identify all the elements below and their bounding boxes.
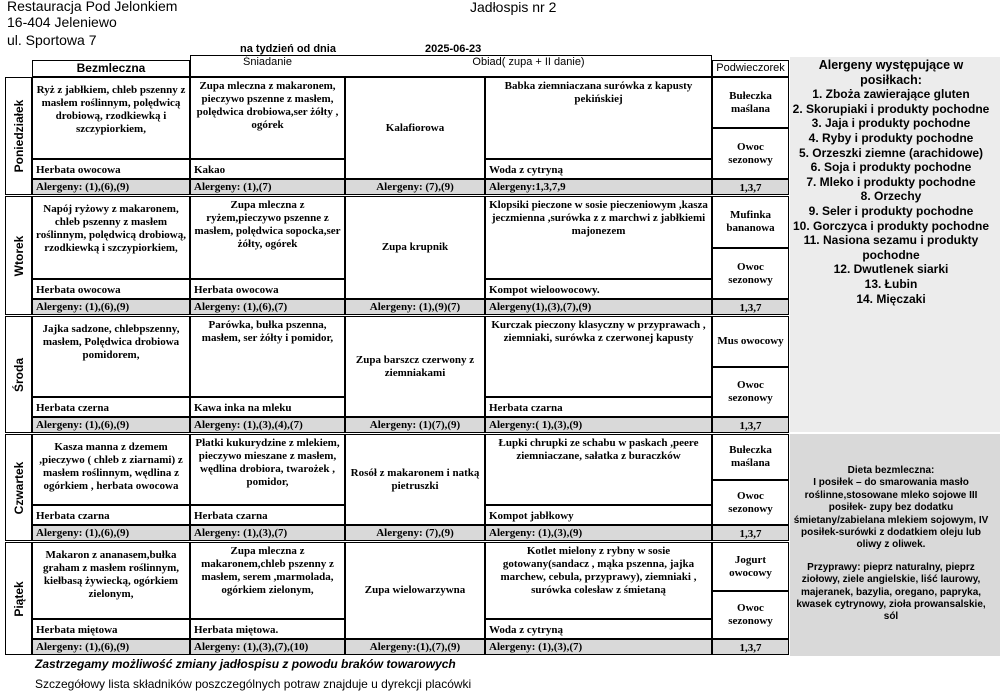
breakfast-allergens: Alergeny: (1),(7) — [190, 179, 345, 195]
breakfast-dish: Parówka, bułka pszenna, masłem, ser żółty i pomidor, — [190, 316, 345, 397]
allergen-item: 13. Łubin — [864, 276, 918, 291]
allergens-title: Alergeny występujące w posiłkach: — [818, 58, 964, 87]
allergen-item: 8. Orzechy — [860, 189, 922, 204]
breakfast-drink: Herbata owocowa — [190, 279, 345, 299]
soup-dish: Zupa barszcz czerwony z ziemniakami — [345, 316, 485, 417]
breakfast-drink: Kakao — [190, 159, 345, 179]
diet-text: I posiłek – do smarowania masło roślinne,stosowane mleko sojowe III posiłek- zupy bez dodatku śmietany/zabielana mlekiem sojowym, IV posiłek-surówki z dodatkiem oleju lub oliwy z oliwek. — [793, 477, 989, 551]
week-date: 2025-06-23 — [425, 43, 482, 55]
restaurant-street: ul. Sportowa 7 — [7, 32, 97, 48]
soup-dish: Zupa wielowarzywna — [345, 542, 485, 639]
bezmleczna-drink: Herbata miętowa — [32, 619, 190, 639]
main-drink: Herbata czarna — [485, 397, 712, 417]
restaurant-city: 16-404 Jeleniewo — [7, 14, 117, 30]
day-label — [5, 196, 32, 315]
allergen-item: 1. Zboża zawierające gluten — [812, 87, 970, 102]
breakfast-dish: Zupa mleczna z makaronem, pieczywo pszenne z masłem, polędwica drobiowa,ser żółty , ogórek — [190, 77, 345, 159]
main-dish: Łupki chrupki ze schabu w paskach ,peere ziemniaczane, sałatka z buraczków — [485, 434, 712, 505]
spices-text: Przyprawy: pieprz naturalny, pieprz ziołowy, ziele angielskie, liść laurowy, majeranek, bazylia, oregano, papryka, kwasek cytrynowy, zioła prowansalskie, sól — [796, 561, 986, 623]
breakfast-dish: Płatki kukurydzine z mlekiem, pieczywo mieszane z masłem, wędlina drobiora, twarożek , pomidor, — [190, 434, 345, 505]
main-drink: Kompot jabłkowy — [485, 505, 712, 525]
main-dish: Babka ziemniaczana surówka z kapusty pekińskiej — [485, 77, 712, 159]
bezmleczna-dish: Jajka sadzone, chlebpszenny, masłem, Polędwica drobiowa pomidorem, — [32, 316, 190, 397]
main-allergens: Alergeny: (1),(3),(7) — [485, 639, 712, 655]
breakfast-drink: Kawa inka na mleku — [190, 397, 345, 417]
main-allergens: Alergeny:1,3,7,9 — [485, 179, 712, 195]
header-sniadanie: Śniadanie — [243, 56, 292, 68]
day-name: Środa — [11, 357, 26, 392]
day-name: Piątek — [11, 580, 26, 617]
header-frame — [190, 55, 712, 77]
soup-allergens: Alergeny: (1),(9)(7) — [345, 299, 485, 315]
header-podwieczorek: Podwieczorek — [712, 60, 789, 77]
snack-allergens: 1,3,7 — [712, 525, 789, 541]
diet-notes — [792, 465, 990, 624]
main-drink: Kompot wieloowocowy. — [485, 279, 712, 299]
main-dish: Kurczak pieczony klasyczny w przyprawach , ziemniaki, surówka z czerwonej kapusty — [485, 316, 712, 397]
bezmleczna-allergens: Alergeny: (1),(6),(9) — [32, 525, 190, 541]
diet-title: Dieta bezmleczna: — [847, 465, 935, 476]
bezmleczna-dish: Napój ryżowy z makaronem, chleb pszenny z masłem roślinnym, polędwicą drobiową, rzodkiewką i szczypiorkiem, — [32, 196, 190, 279]
soup-dish: Zupa krupnik — [345, 196, 485, 299]
soup-allergens: Alergeny: (7),(9) — [345, 525, 485, 541]
allergen-item: 7. Mleko i produkty pochodne — [806, 174, 976, 189]
header-obiad: Obiad( zupa + II danie) — [472, 56, 585, 68]
breakfast-dish: Zupa mleczna z ryżem,pieczywo pszenne z masłem, polędwica sopocka,ser żółty, ogórek — [190, 196, 345, 279]
snack-item: Mufinka bananowa — [712, 196, 789, 248]
breakfast-allergens: Alergeny: (1),(3),(7) — [190, 525, 345, 541]
snack-fruit: Owoc sezonowy — [712, 591, 789, 639]
snack-fruit: Owoc sezonowy — [712, 128, 789, 179]
allergen-item: 12. Dwutlenek siarki — [833, 262, 949, 277]
bezmleczna-allergens: Alergeny: (1),(6),(9) — [32, 299, 190, 315]
allergen-item: 5. Orzeszki ziemne (arachidowe) — [798, 145, 984, 160]
soup-dish: Kalafiorowa — [345, 77, 485, 179]
snack-allergens: 1,3,7 — [712, 417, 789, 433]
snack-item: Bułeczka maślana — [712, 434, 789, 480]
breakfast-allergens: Alergeny: (1),(6),(7) — [190, 299, 345, 315]
bezmleczna-dish: Kasza manna z dzemem ,pieczywo ( chleb z ziarnami) z masłem roślinnym, wędlina z ogórkiem , herbata owocowa — [32, 434, 190, 505]
breakfast-drink: Herbata miętowa. — [190, 619, 345, 639]
soup-dish: Rosół z makaronem i natką pietruszki — [345, 434, 485, 525]
bezmleczna-drink: Herbata owocowa — [32, 279, 190, 299]
snack-allergens: 1,3,7 — [712, 639, 789, 655]
snack-fruit: Owoc sezonowy — [712, 248, 789, 299]
snack-allergens: 1,3,7 — [712, 299, 789, 315]
main-drink: Woda z cytryną — [485, 619, 712, 639]
allergen-item: 2. Skorupiaki i produkty pochodne — [792, 101, 990, 116]
day-name: Czwartek — [11, 461, 26, 514]
breakfast-drink: Herbata czarna — [190, 505, 345, 525]
header-bezmleczna: Bezmleczna — [32, 60, 190, 77]
main-allergens: Alergeny: (1),(3),(9) — [485, 525, 712, 541]
main-dish: Kotlet mielony z rybny w sosie gotowany(sandacz , mąka pszenna, jajka marchew, cebula, przyprawy), ziemniaki , surówka colesław z śmietaną — [485, 542, 712, 619]
restaurant-name: Restauracja Pod Jelonkiem — [7, 0, 178, 14]
snack-item: Bułeczka maślana — [712, 77, 789, 128]
snack-allergens: 1,3,7 — [712, 179, 789, 195]
allergen-item: 11. Nasiona sezamu i produkty pochodne — [803, 233, 979, 262]
snack-item: Mus owocowy — [712, 316, 789, 367]
main-dish: Klopsiki pieczone w sosie pieczeniowym ,kasza jeczmienna ,surówka z z marchwi z jabłkiemi majonezem — [485, 196, 712, 279]
snack-fruit: Owoc sezonowy — [712, 367, 789, 417]
day-name: Wtorek — [11, 235, 26, 276]
allergen-list — [792, 58, 990, 306]
footer-note-1: Zastrzegamy możliwość zmiany jadłospisu z powodu braków towarowych — [35, 657, 456, 671]
footer-note-2: Szczegółowy lista składników poszczególnych potraw znajduje u dyrekcji placówki — [35, 677, 472, 691]
soup-allergens: Alergeny: (7),(9) — [345, 179, 485, 195]
allergen-item: 9. Seler i produkty pochodne — [808, 203, 974, 218]
breakfast-dish: Zupa mleczna z makaronem,chleb pszenny z masłem, serem ,marmolada, ogórkiem zielonym, — [190, 542, 345, 619]
menu-title: Jadłospis nr 2 — [470, 0, 557, 15]
main-allergens: Alergeny:( 1),(3),(9) — [485, 417, 712, 433]
day-name: Poniedziałek — [11, 99, 26, 173]
day-label — [5, 542, 32, 655]
day-label — [5, 316, 32, 433]
allergen-item: 6. Soja i produkty pochodne — [810, 160, 972, 175]
bezmleczna-drink: Herbata czerna — [32, 397, 190, 417]
bezmleczna-dish: Ryż z jabłkiem, chleb pszenny z masłem roślinnym, polędwicą drobiową, rzodkiewką i szczypiorkiem, — [32, 77, 190, 159]
snack-item: Jogurt owocowy — [712, 542, 789, 591]
bezmleczna-drink: Herbata czarna — [32, 505, 190, 525]
breakfast-allergens: Alergeny: (1),(3),(7),(10) — [190, 639, 345, 655]
bezmleczna-dish: Makaron z ananasem,bułka graham z masłem roślinnym, kiełbasą żywiecką, ogórkiem zielonym, — [32, 542, 190, 619]
soup-allergens: Alergeny: (1)(7),(9) — [345, 417, 485, 433]
allergen-item: 4. Ryby i produkty pochodne — [808, 130, 974, 145]
main-drink: Woda z cytryną — [485, 159, 712, 179]
day-label — [5, 77, 32, 195]
week-label: na tydzień od dnia — [240, 43, 336, 55]
snack-fruit: Owoc sezonowy — [712, 480, 789, 525]
soup-allergens: Alergeny:(1),(7),(9) — [345, 639, 485, 655]
bezmleczna-allergens: Alergeny: (1),(6),(9) — [32, 417, 190, 433]
main-allergens: Alergeny(1),(3),(7),(9) — [485, 299, 712, 315]
allergen-item: 10. Gorczyca i produkty pochodne — [792, 218, 990, 233]
allergen-item: 14. Mięczaki — [856, 291, 926, 306]
allergen-item: 3. Jaja i produkty pochodne — [811, 116, 971, 131]
bezmleczna-allergens: Alergeny: (1),(6),(9) — [32, 639, 190, 655]
bezmleczna-allergens: Alergeny: (1),(6),(9) — [32, 179, 190, 195]
breakfast-allergens: Alergeny: (1),(3),(4),(7) — [190, 417, 345, 433]
bezmleczna-drink: Herbata owocowa — [32, 159, 190, 179]
day-label — [5, 434, 32, 541]
